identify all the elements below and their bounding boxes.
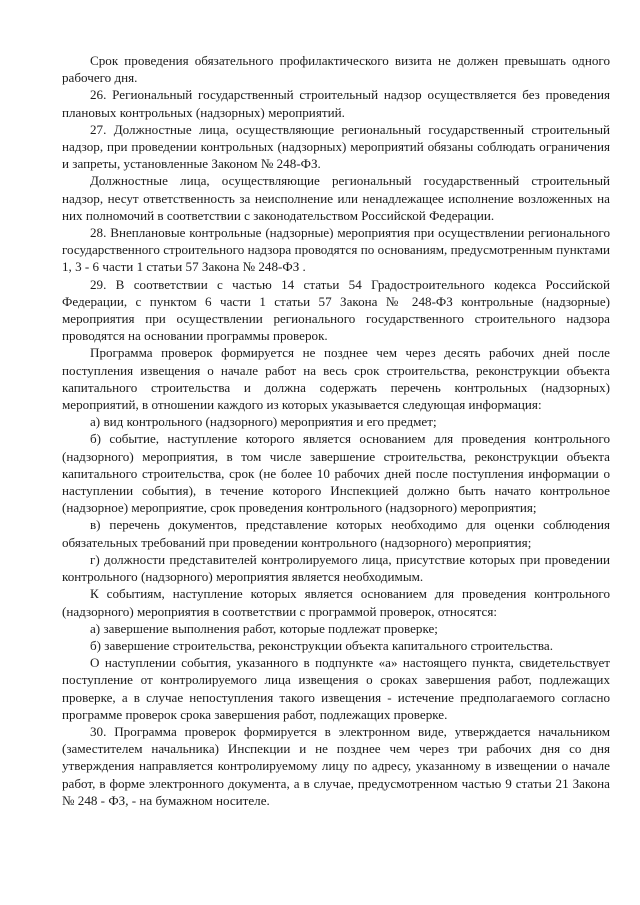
list-item-b: б) событие, наступление которого является основанием для проведения контрольного (надзорного) мероприятия, в том числе завершение строительства, реконструкции объекта капитального строительства, срок (не более 10 рабочих дней после поступления информации о наступлении события), в течение которого Инспекцией должно быть начато контрольное (надзорное) мероприятие, срок проведения контрольного (надзорного) мероприятия; bbox=[62, 431, 610, 516]
paragraph-28: 28. Внеплановые контрольные (надзорные) мероприятия при осуществлении регионального государственного строительного надзора проводятся по основаниям, предусмотренным пунктами 1, 3 - 6 части 1 статьи 57 Закона № 248-ФЗ . bbox=[62, 225, 610, 275]
paragraph-26: 26. Региональный государственный строительный надзор осуществляется без проведения плановых контрольных (надзорных) мероприятий. bbox=[62, 87, 610, 120]
paragraph-visit-duration: Срок проведения обязательного профилактического визита не должен превышать одного рабочего дня. bbox=[62, 53, 610, 86]
paragraph-29-notice: О наступлении события, указанного в подпункте «а» настоящего пункта, свидетельствует поступление от контролируемого лица извещения о сроках завершения работ, подлежащих проверке, а в случае непоступления такого извещения - истечение предполагаемого согласно программе проверок срока завершения работ, подлежащих проверке. bbox=[62, 655, 610, 722]
paragraph-27: 27. Должностные лица, осуществляющие региональный государственный строительный надзор, при проведении контрольных (надзорных) мероприятий обязаны соблюдать ограничения и запреты, установленные Законом № 248-ФЗ. bbox=[62, 121, 610, 172]
event-item-a: а) завершение выполнения работ, которые подлежат проверке; bbox=[90, 620, 438, 636]
paragraph-29-events: К событиям, наступление которых является основанием для проведения контрольного (надзорного) мероприятия в соответствии с программой проверок, относятся: bbox=[62, 586, 610, 619]
paragraph-30: 30. Программа проверок формируется в электронном виде, утверждается начальником (заместителем начальника) Инспекции и не позднее чем через три рабочих дня со дня утверждения направляется контролируемому лицу по адресу, указанному в извещении о начале работ, в форме электронного документа, а в случае, предусмотренном частью 9 статьи 21 Закона № 248 - ФЗ, - на бумажном носителе. bbox=[62, 723, 610, 808]
list-item-a: а) вид контрольного (надзорного) мероприятия и его предмет; bbox=[90, 414, 437, 430]
list-item-g: г) должности представителей контролируемого лица, присутствие которых при проведении контрольного (надзорного) мероприятия является необходимым. bbox=[62, 551, 610, 585]
event-item-b: б) завершение строительства, реконструкции объекта капитального строительства. bbox=[90, 637, 553, 653]
paragraph-29: 29. В соответствии с частью 14 статьи 54 Градостроительного кодекса Российской Федерации, с пунктом 6 части 1 статьи 57 Закона № 248-ФЗ контрольные (надзорные) мероприятия при осуществлении регионального государственного строительного надзора проводятся на основании программы проверок. bbox=[62, 276, 610, 344]
paragraph-27-liability: Должностные лица, осуществляющие региональный государственный строительный надзор, несут ответственность за неисполнение или ненадлежащее исполнение возложенных на них полномочий в соответствии с законодательством Российской Федерации. bbox=[62, 173, 610, 223]
paragraph-29-program: Программа проверок формируется не позднее чем через десять рабочих дней после поступления извещения о начале работ на весь срок строительства, реконструкции объекта капитального строительства и должна содержать перечень контрольных (надзорных) мероприятий, в отношении каждого из которых указывается следующая информация: bbox=[62, 345, 610, 413]
list-item-v: в) перечень документов, представление которых необходимо для оценки соблюдения обязательных требований при проведении контрольного (надзорного) мероприятия; bbox=[62, 517, 610, 550]
